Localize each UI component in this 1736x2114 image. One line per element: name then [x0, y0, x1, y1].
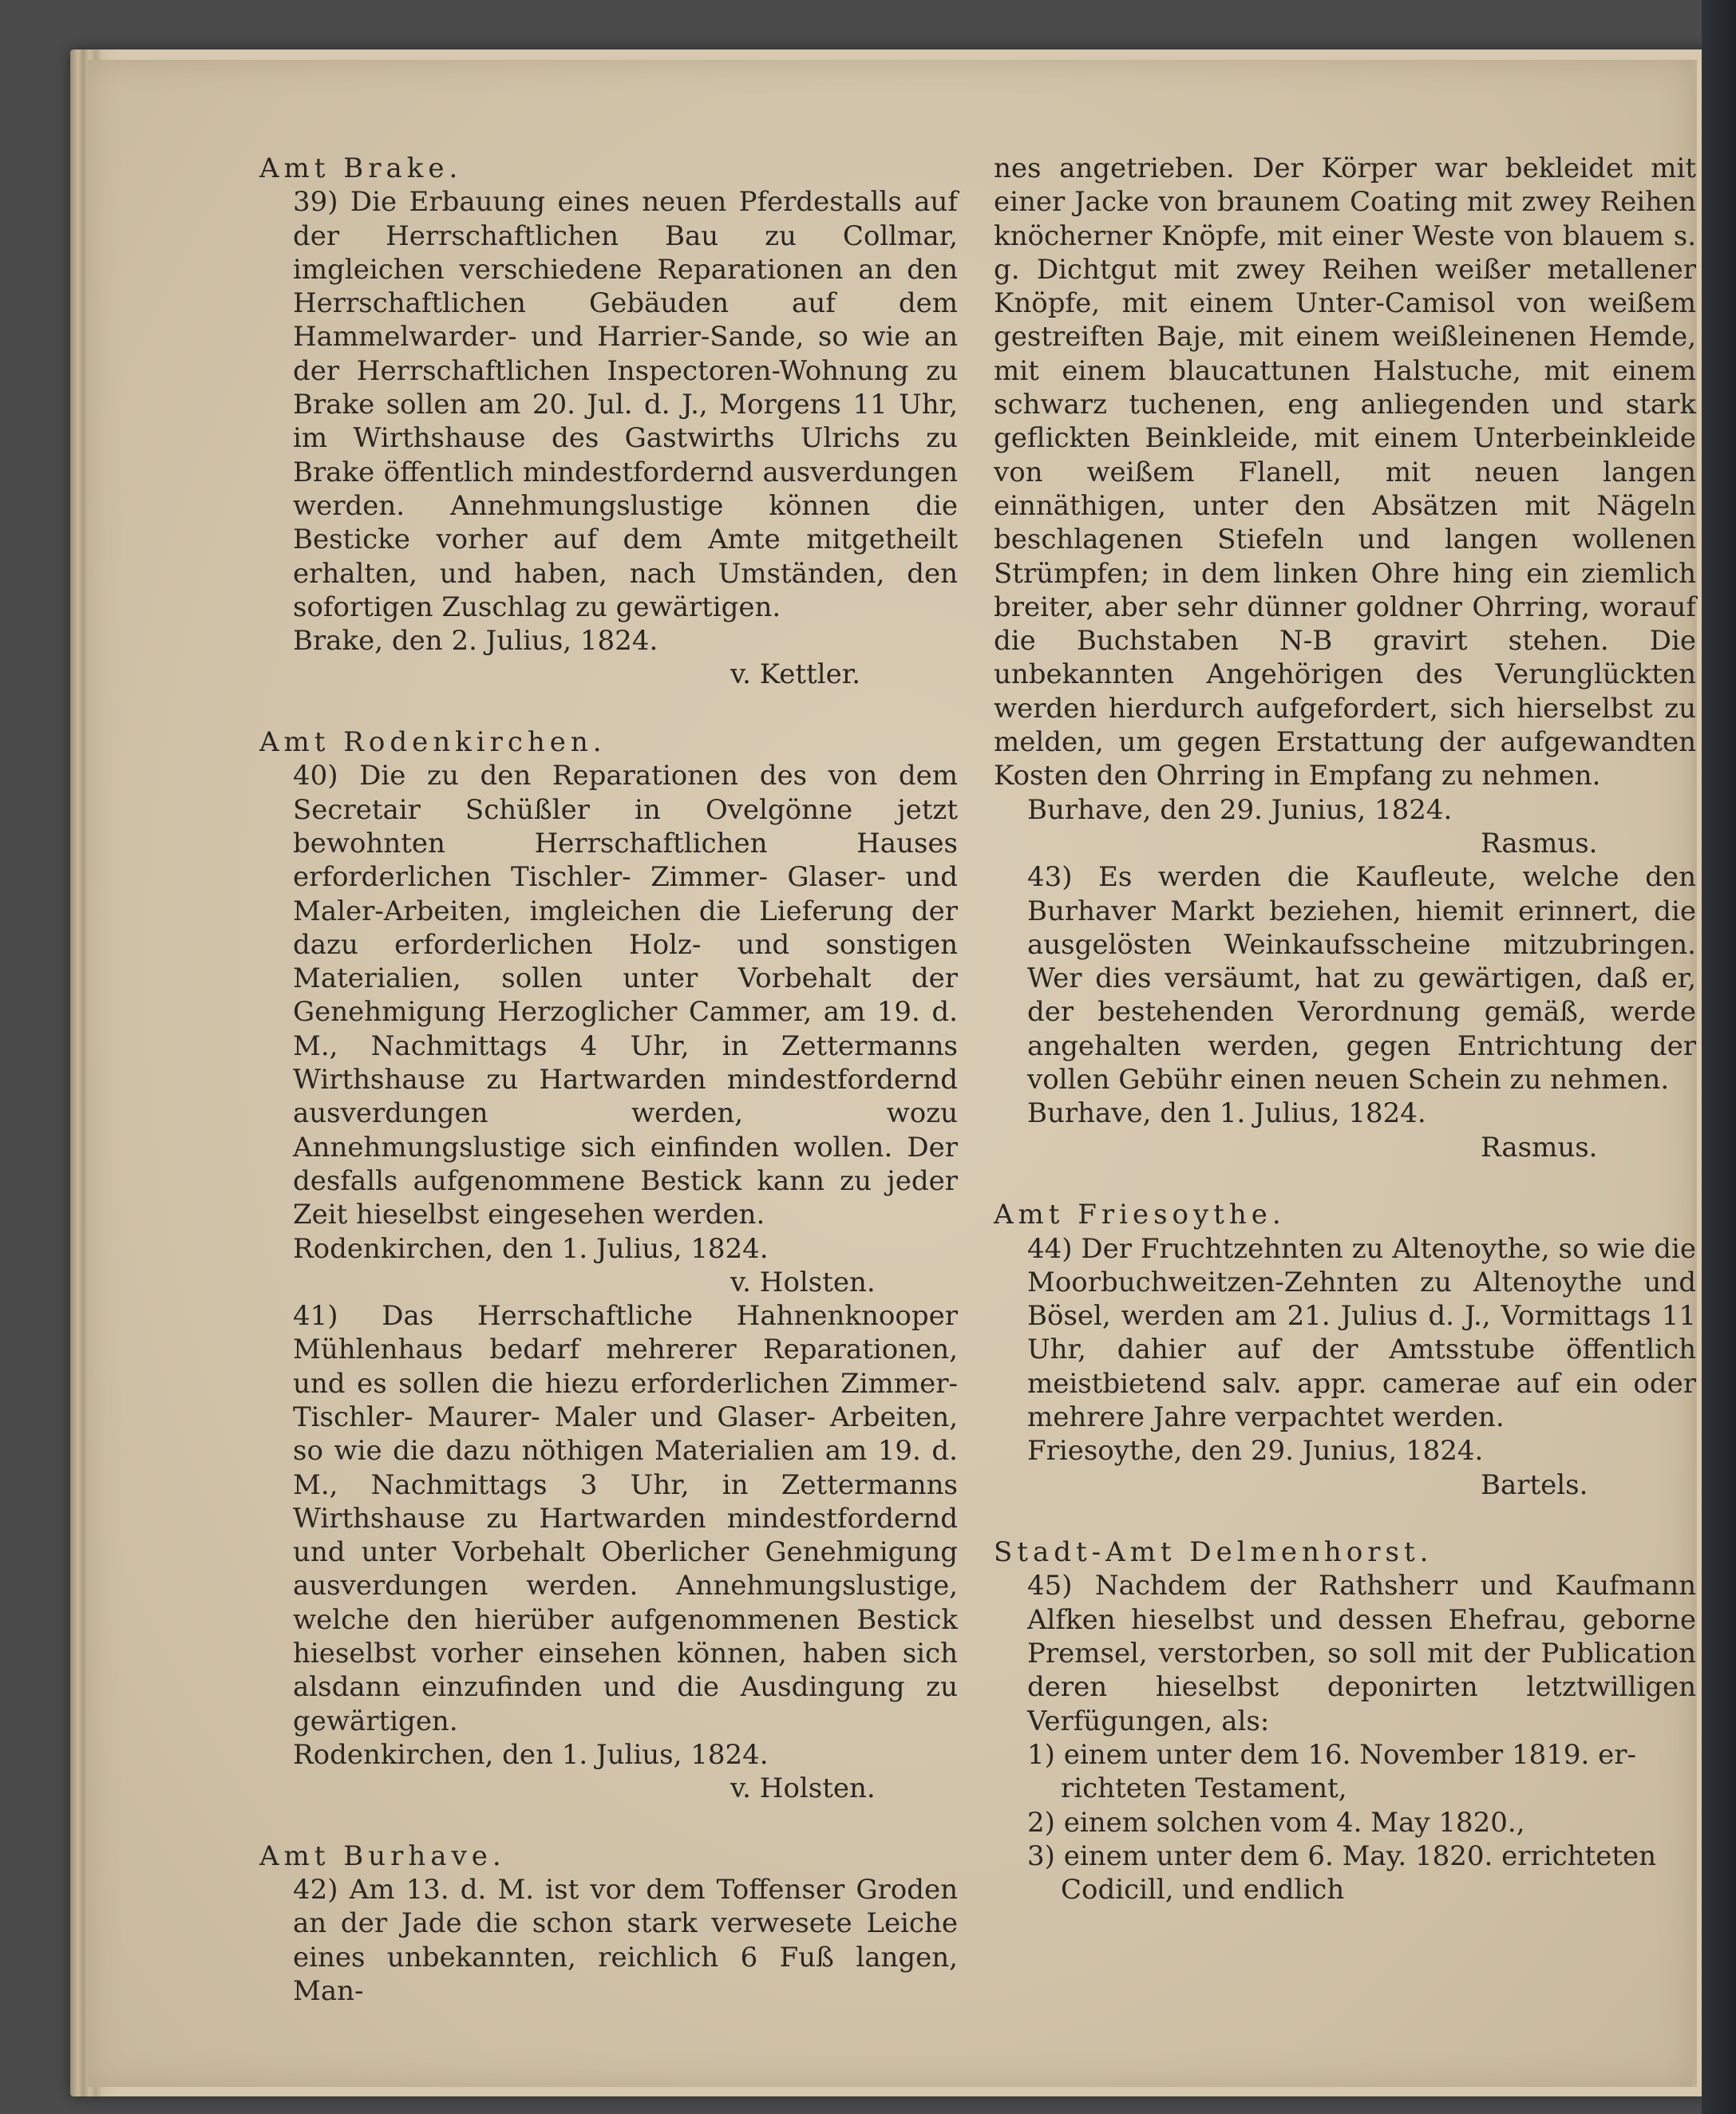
heading-stadt-amt-delmenhorst: Stadt-Amt Delmenhorst. [994, 1536, 1433, 1569]
date-41: Rodenkirchen, den 1. Julius, 1824. [293, 1738, 769, 1771]
signature-42: Rasmus. [1481, 827, 1598, 859]
heading-amt-rodenkirchen: Amt Rodenkirchen. [259, 726, 607, 759]
right-column [994, 152, 1696, 1907]
list-item-1: 1) einem unter dem 16. November 1819. er- [1027, 1738, 1636, 1771]
heading-amt-burhave: Amt Burhave. [259, 1839, 506, 1872]
notice-45: 45) Nachdem der Rathsherr und Kaufmann Alfken hieselbst und dessen Ehefrau, geborne Premsel, verstorben, so soll mit der Publication deren hieselbst deponirten letztwilligen Verfügungen, als: [1027, 1570, 1696, 1737]
signature-40: v. Holsten. [730, 1266, 876, 1298]
heading-amt-brake: Amt Brake. [259, 152, 463, 184]
date-43: Burhave, den 1. Julius, 1824. [1027, 1097, 1426, 1130]
notice-44: 44) Der Fruchtzehnten zu Altenoythe, so wie die Moorbuchweitzen-Zehnten zu Altenoythe und Bösel, werden am 21. Julius d. J., Vormittags 11 Uhr, dahier auf der Amtsstube öffentlich meistbietend salv. appr. camerae auf ein oder mehrere Jahre verpachtet werden. [1027, 1232, 1696, 1433]
date-44: Friesoythe, den 29. Junius, 1824. [1027, 1435, 1484, 1468]
notice-42-start: 42) Am 13. d. M. ist vor dem Toffenser Groden an der Jade die schon stark verwesete Leiche eines unbekannten, reichlich 6 Fuß langen, Man- [293, 1874, 958, 2008]
list-item-1-cont: richteten Testament, [1061, 1772, 1347, 1805]
list-item-2: 2) einem solchen vom 4. May 1820., [1027, 1806, 1525, 1839]
list-item-3-cont: Codicill, und endlich [1061, 1874, 1345, 1907]
left-column [259, 152, 958, 2008]
signature-43: Rasmus. [1481, 1131, 1598, 1164]
notice-39: 39) Die Erbauung eines neuen Pferdestalls auf der Herrschaftlichen Bau zu Collmar, imgleichen verschiedene Reparationen an den Herrschaftlichen Gebäuden auf dem Hammelwarder- und Harrier-Sande, so wie an der Herrschaftlichen Inspectoren-Wohnung zu Brake sollen am 20. Jul. d. J., Morgens 11 Uhr, im Wirthshause des Gastwirths Ulrichs zu Brake öffentlich mindestfordernd ausverdungen werden. Annehmungslustige können die Besticke vorher auf dem Amte mitgetheilt erhalten, und haben, nach Umständen, den sofortigen Zuschlag zu gewärtigen. [293, 186, 958, 623]
notice-40: 40) Die zu den Reparationen des von dem Secretair Schüßler in Ovelgönne jetzt bewohnten Herrschaftlichen Hauses erforderlichen Tischler- Zimmer- Glaser- und Maler-Arbeiten, imgleichen die Lieferung der dazu erforderlichen Holz- und sonstigen Materialien, sollen unter Vorbehalt der Genehmigung Herzoglicher Cammer, am 19. d. M., Nachmittags 4 Uhr, in Zettermanns Wirthshause zu Hartwarden mindestfordernd ausverdungen werden, wozu Annehmungslustige sich einfinden wollen. Der desfalls aufgenommene Bestick kann zu jeder Zeit hieselbst eingesehen werden. [293, 760, 958, 1231]
list-item-3: 3) einem unter dem 6. May. 1820. errichteten [1027, 1839, 1657, 1872]
notice-42-continued: nes angetrieben. Der Körper war bekleidet mit einer Jacke von braunem Coating mit zwey Reihen knöcherner Knöpfe, mit einer Weste von blauem s. g. Dichtgut mit zwey Reihen weißer metallener Knöpfe, mit einem Unter-Camisol von weißem gestreiften Baje, mit einem weißleinenen Hemde, mit einem blaucattunen Halstuche, mit einem schwarz tuchenen, eng anliegenden und stark geflickten Beinkleide, mit einem Unterbeinkleide von weißem Flanell, mit neuen langen einnäthigen, unter den Absätzen mit Nägeln beschlagenen Stiefeln und langen wollenen Strümpfen; in dem linken Ohre hing ein ziemlich breiter, aber sehr dünner goldner Ohrring, worauf die Buchstaben N-B gravirt stehen. Die unbekannten Angehörigen des Verunglückten werden hierdurch aufgefordert, sich hierselbst zu melden, um gegen Erstattung der aufgewandten Kosten den Ohrring in Empfang zu nehmen. [994, 152, 1696, 792]
date-42: Burhave, den 29. Junius, 1824. [1027, 793, 1453, 826]
signature-39: v. Kettler. [730, 658, 861, 691]
signature-44: Bartels. [1481, 1468, 1588, 1501]
date-40: Rodenkirchen, den 1. Julius, 1824. [293, 1232, 769, 1265]
notice-41: 41) Das Herrschaftliche Hahnenknooper Mühlenhaus bedarf mehrerer Reparationen, und es sollen die hiezu erforderlichen Zimmer- Tischler- Maurer- Maler und Glaser- Arbeiten, so wie die dazu nöthigen Materialien am 19. d. M., Nachmittags 3 Uhr, in Zettermanns Wirthshause zu Hartwarden mindestfordernd und unter Vorbehalt Oberlicher Genehmigung ausverdungen werden. Annehmungslustige, welche den hierüber aufgenommenen Bestick hieselbst vorher einsehen können, haben sich alsdann einzufinden und die Ausdingung zu gewärtigen. [293, 1300, 958, 1737]
scanner-background [1702, 0, 1736, 2114]
heading-amt-friesoythe: Amt Friesoythe. [994, 1199, 1286, 1231]
notice-43: 43) Es werden die Kaufleute, welche den Burhaver Markt beziehen, hiemit erinnert, die ausgelösten Weinkaufsscheine mitzubringen. Wer dies versäumt, hat zu gewärtigen, daß er, der bestehenden Verordnung gemäß, werde angehalten werden, gegen Entrichtung der vollen Gebühr einen neuen Schein zu nehmen. [1027, 861, 1696, 1097]
signature-41: v. Holsten. [730, 1772, 876, 1805]
date-39: Brake, den 2. Julius, 1824. [293, 625, 658, 658]
